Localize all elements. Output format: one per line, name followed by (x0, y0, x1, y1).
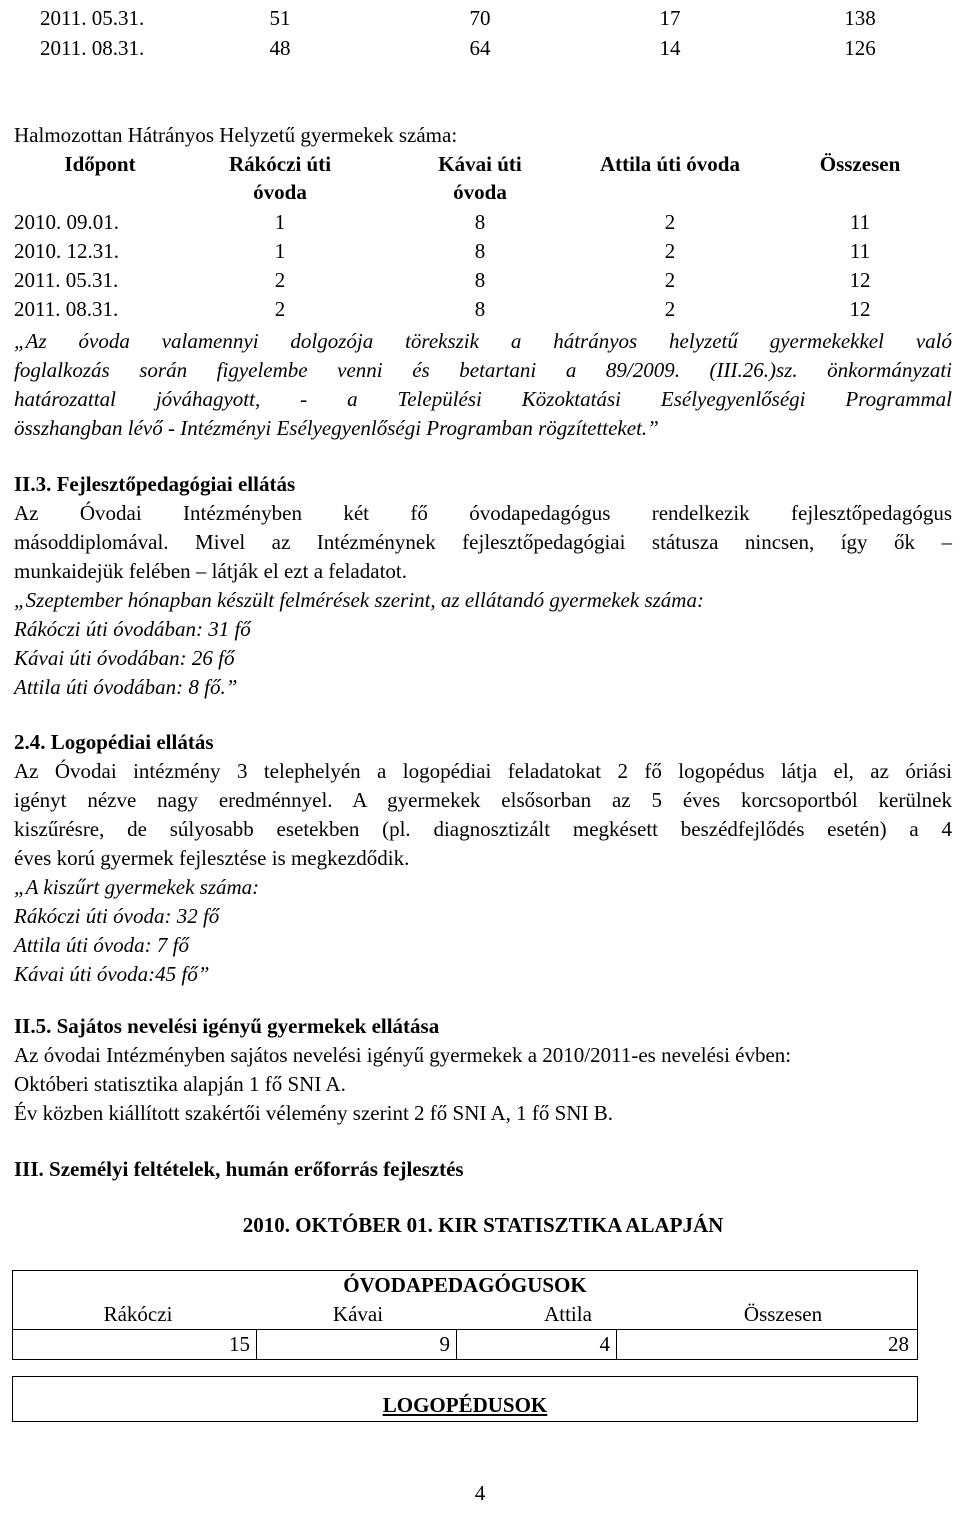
table-cell: 8 (474, 239, 486, 263)
table-cell: 2 (274, 268, 286, 292)
table-row (13, 1300, 917, 1329)
table-cell: 70 (469, 6, 491, 30)
table-cell: 2 (664, 297, 676, 321)
table-cell: 15 (13, 1330, 257, 1360)
table-cell: 8 (474, 297, 486, 321)
hh-title: Halmozottan Hátrányos Helyzetű gyermekek száma: (14, 123, 458, 147)
header-cell: Attila úti óvoda (599, 152, 740, 176)
paragraph-line: másoddiplomával. Mivel az Intézménynek fejlesztőpedagógiai státusza nincsen, így ők – (14, 530, 952, 554)
table-row (0, 266, 960, 295)
table-cell: 126 (844, 36, 876, 60)
table-cell: 2 (664, 210, 676, 234)
section-heading: 2.4. Logopédiai ellátás (14, 730, 214, 754)
quote-line: határozattal jóváhagyott, - a Települési Közoktatási Esélyegyenlőségi Programmal (14, 387, 952, 411)
table-row (0, 34, 960, 63)
table-cell: 1 (274, 239, 286, 263)
quote-line: „A kiszűrt gyermekek száma: (14, 875, 260, 899)
quote-line: foglalkozás során figyelembe venni és betartani a 89/2009. (III.26.)sz. önkormányzati (14, 358, 952, 382)
quote-line: Kávai úti óvodában: 26 fő (14, 646, 235, 670)
table-cell: 64 (469, 36, 491, 60)
header-cell: Időpont (64, 152, 136, 176)
table-cell: 8 (474, 268, 486, 292)
quote-line: Kávai úti óvoda:45 fő” (14, 962, 210, 986)
table-row (13, 1329, 917, 1360)
table-cell: 2 (664, 239, 676, 263)
logo-table (12, 1376, 918, 1422)
quote-line: Rákóczi úti óvodában: 31 fő (14, 617, 251, 641)
table-cell: 2010. 09.01. (14, 210, 119, 234)
table-row (0, 237, 960, 266)
table-cell: 138 (844, 6, 876, 30)
table-cell: 2 (664, 268, 676, 292)
header-cell: Attila (544, 1302, 592, 1326)
header-cell: Összesen (743, 1302, 823, 1326)
table-cell: 51 (269, 6, 291, 30)
header-cell: Összesen (819, 152, 901, 176)
section-heading: III. Személyi feltételek, humán erőforrás fejlesztés (14, 1157, 464, 1181)
header-cell: óvoda (453, 180, 507, 204)
logo-table-title: LOGOPÉDUSOK (382, 1393, 548, 1417)
table-cell: 8 (474, 210, 486, 234)
table-cell: 17 (659, 6, 681, 30)
header-cell: Kávai úti (438, 152, 522, 176)
page-number: 4 (474, 1481, 486, 1505)
table-cell: 12 (849, 297, 871, 321)
table-cell: 2011. 08.31. (14, 297, 119, 321)
table-cell: 9 (258, 1330, 457, 1360)
quote-line: Attila úti óvoda: 7 fő (14, 933, 189, 957)
header-cell: óvoda (253, 180, 307, 204)
table-cell: 12 (849, 268, 871, 292)
paragraph-line: igényt nézve nagy eredménnyel. A gyermekek elsősorban az 5 éves korcsoportból kerülnek (14, 788, 952, 812)
quote-line: Attila úti óvodában: 8 fő.” (14, 675, 238, 699)
table-cell: 4 (458, 1330, 617, 1360)
quote-line: „Az óvoda valamennyi dolgozója törekszik a hátrányos helyzetű gyermekekkel való (14, 329, 952, 353)
table-cell: 28 (888, 1332, 909, 1356)
table-cell: 2011. 05.31. (40, 6, 145, 30)
table-cell: 2011. 05.31. (14, 268, 119, 292)
kir-title: 2010. OKTÓBER 01. KIR STATISZTIKA ALAPJÁN (242, 1213, 724, 1237)
paragraph-line: éves korú gyermek fejlesztése is megkezdődik. (14, 846, 410, 870)
table-cell: 2010. 12.31. (14, 239, 119, 263)
table-row (0, 208, 960, 237)
paragraph-line: kiszűrésre, de súlyosabb esetekben (pl. diagnosztizált megkésett beszédfejlődés esetén) a 4 (14, 817, 952, 841)
table-row (0, 4, 960, 33)
table-cell: 1 (274, 210, 286, 234)
table-cell: 2011. 08.31. (40, 36, 145, 60)
paragraph-line: Az Óvodai Intézményben két fő óvodapedagógus rendelkezik fejlesztőpedagógus (14, 501, 952, 525)
section-heading: II.5. Sajátos nevelési igényű gyermekek ellátása (14, 1014, 440, 1038)
quote-line: összhangban lévő - Intézményi Esélyegyenlőségi Programban rögzítetteket.” (14, 416, 659, 440)
table-cell: 14 (659, 36, 681, 60)
paragraph-line: Az óvodai Intézményben sajátos nevelési igényű gyermekek a 2010/2011-es nevelési évben: (14, 1043, 792, 1067)
header-cell: Rákóczi (103, 1302, 173, 1326)
table-cell: 11 (849, 239, 871, 263)
quote-line: „Szeptember hónapban készült felmérések szerint, az ellátandó gyermekek száma: (14, 588, 704, 612)
table-cell: 48 (269, 36, 291, 60)
hh-table (0, 150, 960, 330)
table-cell: 11 (849, 210, 871, 234)
table-row (0, 295, 960, 324)
quote-line: Rákóczi úti óvoda: 32 fő (14, 904, 220, 928)
table-header (0, 150, 960, 208)
paragraph-line: Az Óvodai intézmény 3 telephelyén a logopédiai feladatokat 2 fő logopédus látja el, az óriási (14, 759, 952, 783)
table-cell: 2 (274, 297, 286, 321)
header-cell: Rákóczi úti (228, 152, 332, 176)
paragraph-line: Októberi statisztika alapján 1 fő SNI A. (14, 1072, 346, 1096)
paragraph-line: munkaidejük felében – látják el ezt a feladatot. (14, 559, 407, 583)
header-cell: Kávai (332, 1302, 384, 1326)
paragraph-line: Év közben kiállított szakértői vélemény szerint 2 fő SNI A, 1 fő SNI B. (14, 1101, 613, 1125)
section-heading: II.3. Fejlesztőpedagógiai ellátás (14, 472, 296, 496)
staff-table (12, 1270, 918, 1360)
staff-table-title: ÓVODAPEDAGÓGUSOK (343, 1273, 587, 1297)
